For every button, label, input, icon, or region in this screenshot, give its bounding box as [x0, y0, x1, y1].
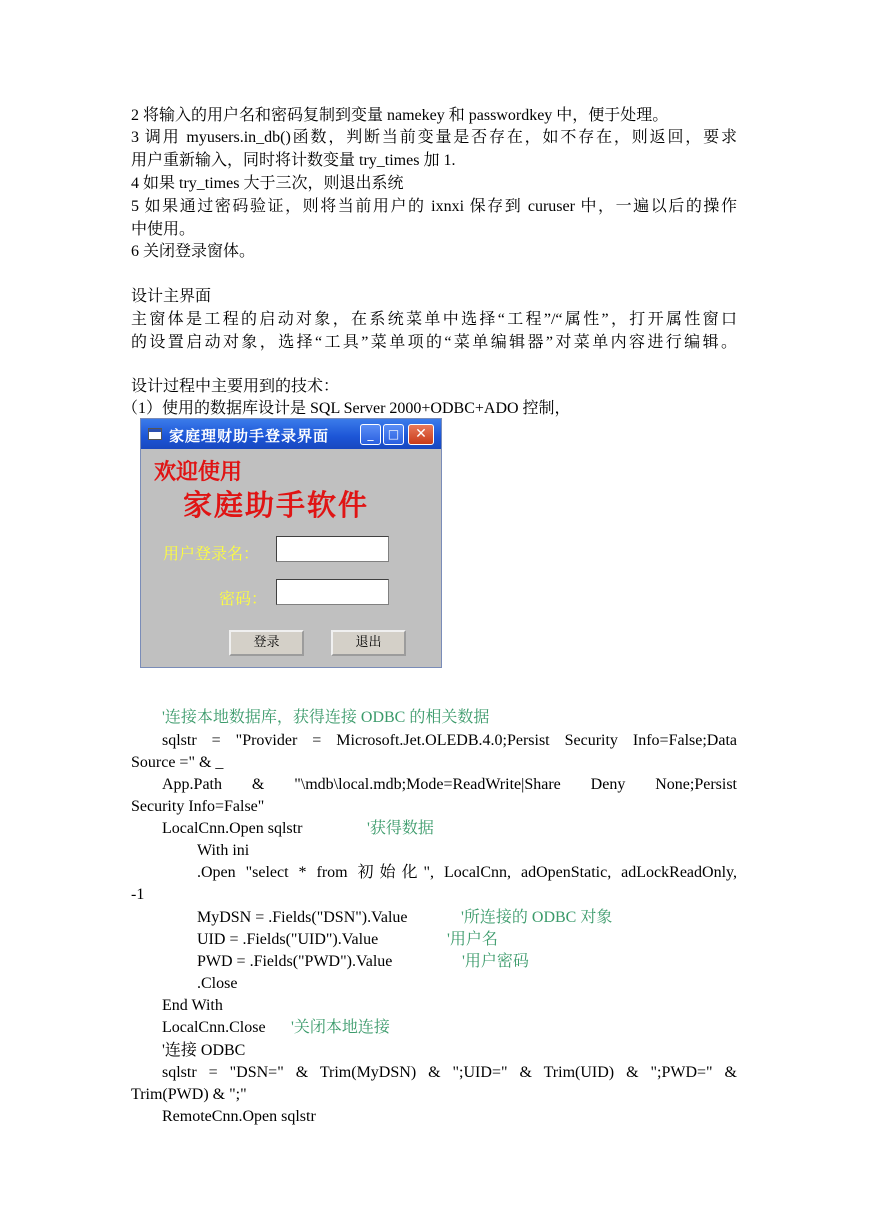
code-line-localcnn-close: LocalCnn.Close: [162, 1019, 266, 1036]
code-line-pwd: PWD = .Fields("PWD").Value: [197, 953, 393, 970]
login-window-titlebar: [141, 419, 441, 449]
minimize-icon[interactable]: _: [360, 424, 381, 445]
code-comment-close-local: '关闭本地连接: [291, 1019, 390, 1036]
code-line-sqlstr-dsn: sqlstr = "DSN=" & Trim(MyDSN) & ";UID=" & Trim(UID) & ";PWD=" &: [162, 1064, 737, 1081]
password-input[interactable]: [276, 579, 389, 605]
code-line-open-select-cont: -1: [131, 886, 145, 903]
maximize-icon[interactable]: □: [383, 424, 404, 445]
step-4-text: 4 如果 try_times 大于三次，则退出系统: [131, 175, 404, 192]
code-line-apppath-cont: Security Info=False": [131, 798, 265, 815]
code-line-mydsn: MyDSN = .Fields("DSN").Value: [197, 909, 408, 926]
code-line-uid: UID = .Fields("UID").Value: [197, 931, 379, 948]
code-line-with-ini: With ini: [197, 842, 250, 859]
username-input[interactable]: [276, 536, 389, 562]
close-icon[interactable]: ✕: [408, 424, 434, 445]
code-line-close: .Close: [197, 975, 238, 992]
code-line-localcnn-open: LocalCnn.Open sqlstr: [162, 820, 303, 837]
code-comment-connect-local: '连接本地数据库，获得连接 ODBC 的相关数据: [162, 709, 490, 726]
login-button[interactable]: 登录: [229, 630, 304, 656]
code-comment-odbc-object: '所连接的 ODBC 对象: [461, 909, 613, 926]
section-heading-tech: 设计过程中主要用到的技术：: [131, 378, 340, 395]
app-name-label: 家庭助手软件: [183, 488, 370, 522]
login-window-screenshot: [140, 418, 442, 668]
password-label: 密码：: [219, 589, 268, 608]
step-6-text: 6 关闭登录窗体。: [131, 243, 256, 260]
welcome-label: 欢迎使用: [154, 460, 243, 485]
step-3-text-line1: 3 调用 myusers.in_db()函数，判断当前变量是否存在，如不存在，则返回，要求: [131, 129, 737, 146]
code-line-open-select: .Open "select * from 初始化", LocalCnn, adOpenStatic, adLockReadOnly,: [197, 864, 737, 881]
code-comment-connect-odbc: '连接 ODBC: [162, 1042, 246, 1059]
code-line-end-with: End With: [162, 997, 223, 1014]
main-ui-text-line1: 主窗体是工程的启动对象，在系统菜单中选择“工程”/“属性”，打开属性窗口: [131, 311, 737, 328]
main-ui-text-line2: 的设置启动对象，选择“工具”菜单项的“菜单编辑器”对菜单内容进行编辑。: [131, 334, 737, 351]
window-app-icon: [148, 428, 162, 440]
code-comment-username: '用户名: [447, 931, 498, 948]
code-line-remotecnn-open: RemoteCnn.Open sqlstr: [162, 1108, 316, 1125]
code-line-sqlstr-dsn-cont: Trim(PWD) & ";": [131, 1086, 247, 1103]
code-line-apppath: App.Path & "\mdb\local.mdb;Mode=ReadWrite|Share Deny None;Persist: [162, 776, 737, 793]
section-heading-main-ui: 设计主界面: [131, 288, 212, 305]
code-line-sqlstr-1: sqlstr = "Provider = Microsoft.Jet.OLEDB.4.0;Persist Security Info=False;Data: [162, 732, 737, 749]
exit-button[interactable]: 退出: [331, 630, 406, 656]
step-5-text-line2: 中使用。: [131, 221, 196, 238]
code-line-sqlstr-1-cont: Source =" & _: [131, 754, 224, 771]
tech-item-1: （1）使用的数据库设计是 SQL Server 2000+ODBC+ADO 控制，: [122, 400, 571, 417]
step-3-text-line2: 用户重新输入，同时将计数变量 try_times 加 1.: [131, 152, 456, 169]
step-2-text: 2 将输入的用户名和密码复制到变量 namekey 和 passwordkey 中，便于处理。: [131, 107, 669, 124]
code-comment-password: '用户密码: [462, 953, 529, 970]
username-label: 用户登录名：: [163, 544, 260, 563]
step-5-text-line1: 5 如果通过密码验证，则将当前用户的 ixnxi 保存到 curuser 中，一遍以后的操作: [131, 198, 737, 215]
login-window-title: 家庭理财助手登录界面: [169, 427, 330, 445]
code-comment-get-data: '获得数据: [367, 820, 434, 837]
